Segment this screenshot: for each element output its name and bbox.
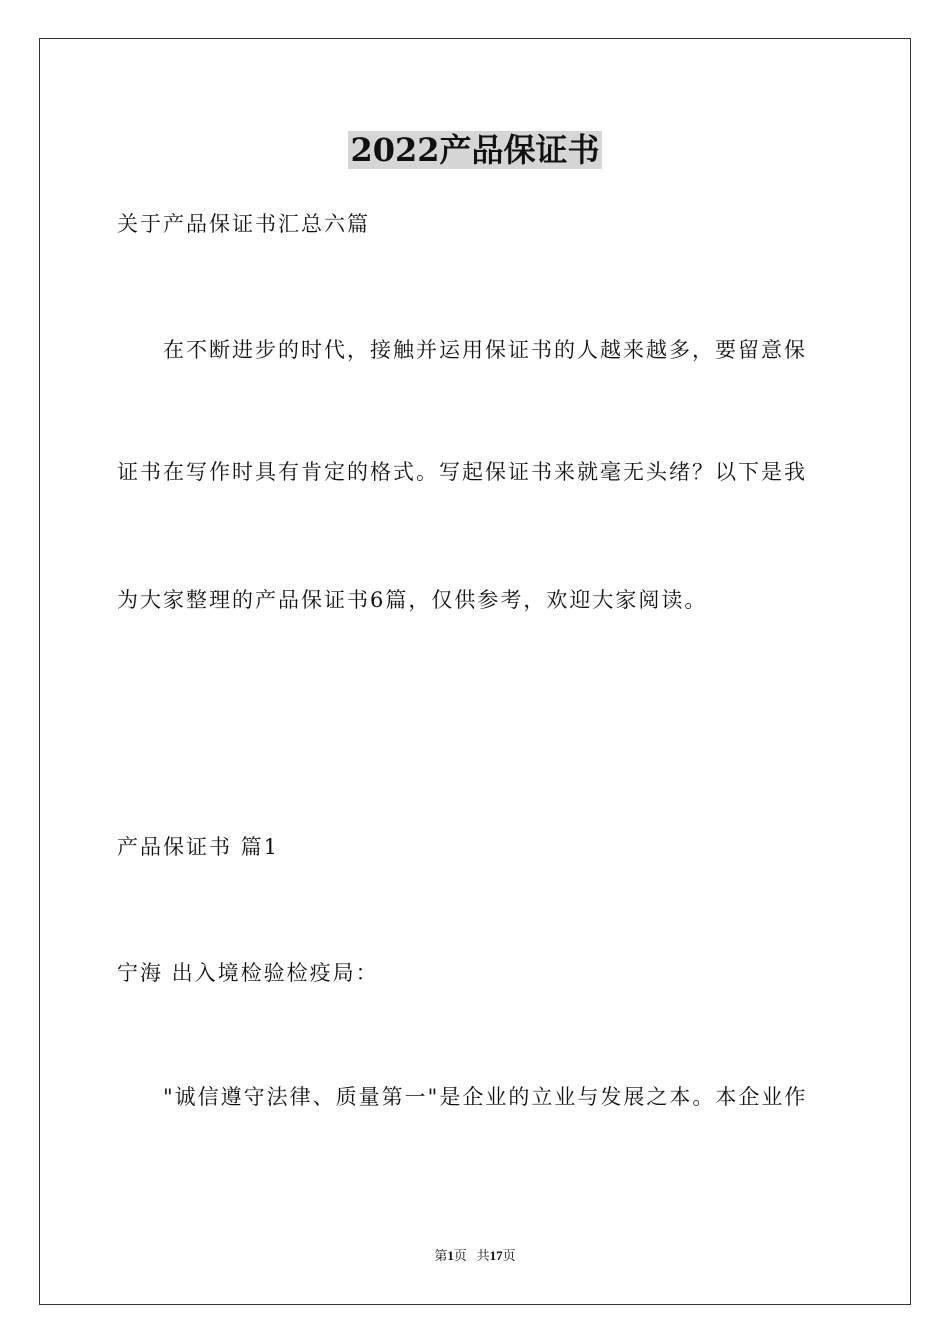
paragraph-line: 证书在写作时具有肯定的格式。写起保证书来就毫无头绪？以下是我 xyxy=(117,460,807,484)
paragraph-line: "诚信遵守法律、质量第一"是企业的立业与发展之本。本企业作 xyxy=(163,1085,808,1109)
footer-page-suffix: 页 xyxy=(453,1248,467,1263)
footer-total-prefix: 共 xyxy=(476,1248,490,1263)
document-title-text: 2022产品保证书 xyxy=(350,131,600,169)
section-heading: 产品保证书 篇1 xyxy=(117,835,280,859)
document-subtitle: 关于产品保证书汇总六篇 xyxy=(117,212,370,236)
paragraph-line: 在不断进步的时代，接触并运用保证书的人越来越多，要留意保 xyxy=(163,338,807,362)
paragraph-line: 为大家整理的产品保证书6篇，仅供参考，欢迎大家阅读。 xyxy=(117,588,708,612)
footer-page-prefix: 第 xyxy=(434,1248,448,1263)
footer-total-pages: 17 xyxy=(489,1248,503,1263)
salutation-line: 宁海 出入境检验检疫局： xyxy=(117,961,379,985)
page-footer xyxy=(0,1246,950,1266)
footer-page-number: 1 xyxy=(447,1248,454,1263)
footer-total-suffix: 页 xyxy=(502,1248,516,1263)
document-title xyxy=(0,127,950,173)
